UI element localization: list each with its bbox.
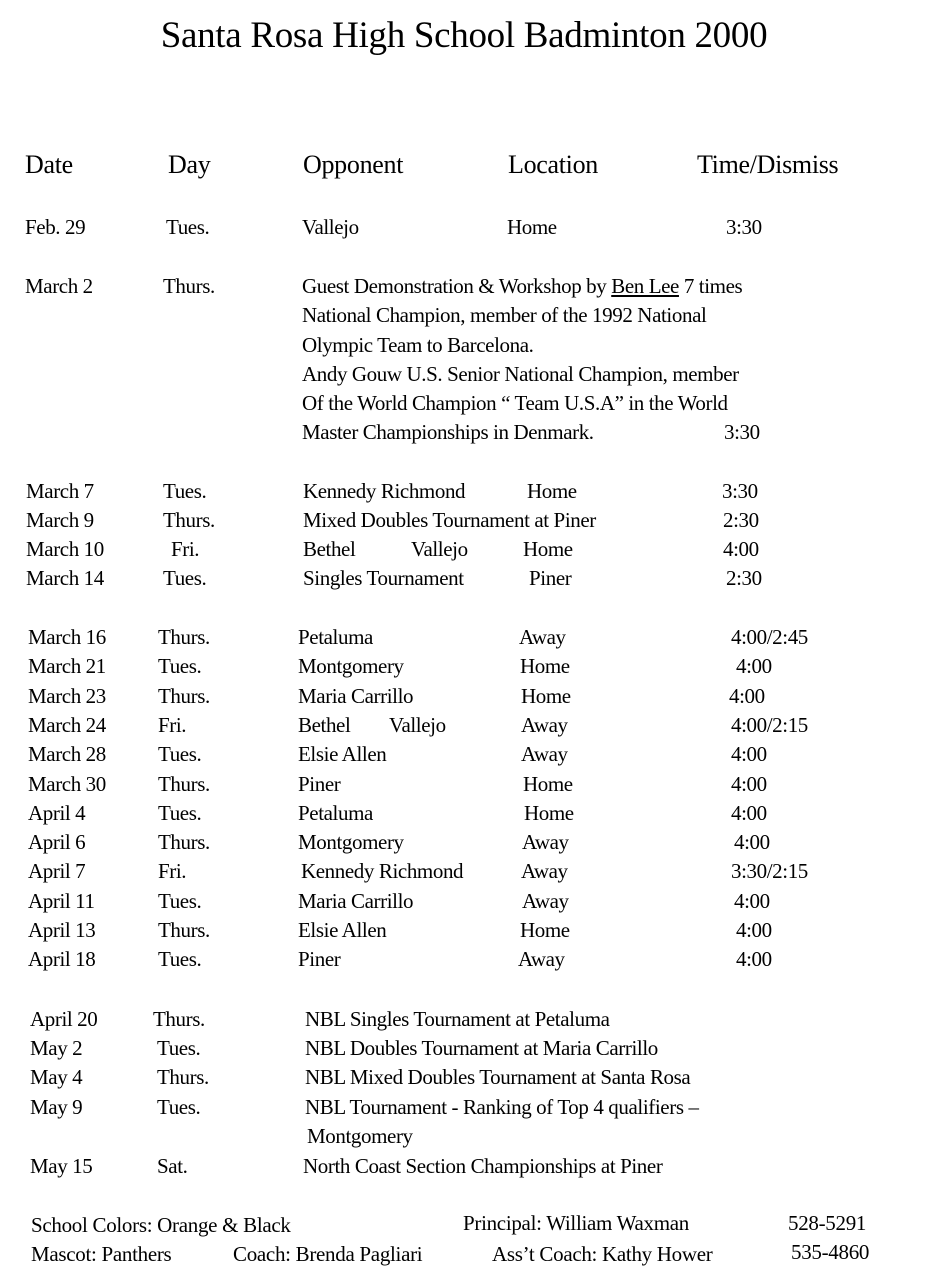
row-date: April 13 (28, 918, 96, 942)
principal: Principal: William Waxman (463, 1211, 689, 1235)
row-time: 4:00 (734, 830, 770, 854)
row-location: Home (520, 918, 570, 942)
row-location: Away (521, 713, 568, 737)
coach: Coach: Brenda Pagliari (233, 1242, 423, 1266)
row-day: Thurs. (158, 684, 210, 708)
row-date: May 9 (30, 1095, 83, 1119)
row-day: Tues. (158, 654, 202, 678)
row-opponent: Elsie Allen (298, 918, 387, 942)
row-location: Home (527, 479, 577, 503)
row-day: Thurs. (158, 830, 210, 854)
row-opponent-2: Vallejo (389, 713, 446, 737)
row-time: 4:00 (736, 918, 772, 942)
demo-line-4: Andy Gouw U.S. Senior National Champion, member (302, 361, 739, 386)
demo-line-1: Guest Demonstration & Workshop by Ben Lee 7 times (302, 274, 743, 298)
row-day: Thurs. (163, 274, 215, 298)
row-date: April 6 (28, 830, 86, 854)
row-date: April 18 (28, 947, 96, 971)
schedule-row (0, 916, 928, 945)
row-date: March 16 (28, 625, 106, 649)
header-date: Date (25, 150, 73, 179)
row-date: March 21 (28, 654, 106, 678)
header-opponent: Opponent (303, 150, 404, 179)
mascot: Mascot: Panthers (31, 1242, 172, 1266)
row-time: 4:00 (734, 889, 770, 913)
row-opponent: Piner (298, 772, 341, 796)
row-date: March 23 (28, 684, 106, 708)
row-date: March 28 (28, 742, 106, 766)
schedule-row (0, 506, 928, 535)
principal-phone: 528-5291 (788, 1211, 867, 1235)
row-date: April 4 (28, 801, 86, 825)
demo-line-6: Master Championships in Denmark. (302, 420, 594, 445)
schedule-row (0, 711, 928, 740)
row-day: Tues. (163, 566, 207, 590)
row-date: Feb. 29 (25, 215, 86, 239)
demo-line-5: Of the World Champion “ Team U.S.A” in the World (302, 391, 728, 416)
row-date: March 30 (28, 772, 106, 796)
row-location: Home (507, 215, 557, 239)
row-day: Tues. (158, 801, 202, 825)
row-time: 4:00 (731, 801, 767, 825)
schedule-row (0, 887, 928, 916)
row-opponent: Petaluma (298, 801, 373, 825)
row-location: Home (523, 772, 573, 796)
schedule-row (0, 857, 928, 886)
row-day: Tues. (158, 889, 202, 913)
row-location: Away (521, 859, 568, 883)
row-day: Tues. (158, 947, 202, 971)
row-location: Away (521, 742, 568, 766)
demo-line-3: Olympic Team to Barcelona. (302, 332, 534, 357)
row-time: 4:00 (736, 947, 772, 971)
tournament-row (0, 1034, 928, 1063)
row-date: May 15 (30, 1154, 93, 1178)
row-event: North Coast Section Championships at Piner (303, 1154, 663, 1178)
row-location: Away (522, 830, 569, 854)
row-location: Away (518, 947, 565, 971)
tournament-row (0, 1005, 928, 1034)
row-event: NBL Doubles Tournament at Maria Carrillo (305, 1036, 658, 1060)
row-date: May 2 (30, 1036, 83, 1060)
row-time: 4:00/2:45 (731, 625, 808, 649)
row-date: April 7 (28, 859, 86, 883)
row-location: Away (519, 625, 566, 649)
row-time: 3:30/2:15 (731, 859, 808, 883)
row-day: Tues. (163, 479, 207, 503)
row-opponent: Singles Tournament (303, 566, 464, 590)
schedule-row (0, 477, 928, 506)
row-time: 4:00 (731, 742, 767, 766)
row-opponent: Mixed Doubles Tournament at Piner (303, 508, 596, 532)
schedule-row (0, 535, 928, 564)
row-time: 4:00 (723, 537, 759, 561)
header-day: Day (168, 150, 211, 179)
row-time: 4:00 (729, 684, 765, 708)
assistant-coach: Ass’t Coach: Kathy Hower (492, 1242, 713, 1266)
row-day: Thurs. (157, 1065, 209, 1089)
row-date: March 2 (25, 274, 93, 298)
row-date: March 9 (26, 508, 94, 532)
row-opponent: Vallejo (302, 215, 359, 239)
schedule-row (0, 828, 928, 857)
schedule-row (0, 652, 928, 681)
row-time: 2:30 (726, 566, 762, 590)
tournament-row (0, 1152, 928, 1181)
row-day: Thurs. (158, 625, 210, 649)
row-opponent: Montgomery (298, 654, 404, 678)
schedule-row (0, 564, 928, 593)
row-event: NBL Tournament - Ranking of Top 4 qualifiers – (305, 1095, 699, 1119)
row-location: Home (520, 654, 570, 678)
schedule-row (0, 682, 928, 711)
tournament-row (0, 1093, 928, 1151)
row-day: Thurs. (158, 918, 210, 942)
row-date: March 7 (26, 479, 94, 503)
row-location: Away (522, 889, 569, 913)
row-location: Piner (529, 566, 572, 590)
row-opponent: Kennedy Richmond (303, 479, 466, 503)
row-time: 2:30 (723, 508, 759, 532)
row-opponent: Montgomery (298, 830, 404, 854)
row-day: Fri. (158, 713, 187, 737)
row-location: Home (524, 801, 574, 825)
row-event-continued: Montgomery (307, 1124, 413, 1148)
schedule-row (0, 623, 928, 652)
row-opponent: Elsie Allen (298, 742, 387, 766)
row-time: 4:00 (731, 772, 767, 796)
demo-description (302, 272, 742, 448)
demo-time: 3:30 (724, 420, 760, 444)
row-day: Tues. (157, 1036, 201, 1060)
row-opponent: Kennedy Richmond (301, 859, 464, 883)
row-date: March 24 (28, 713, 106, 737)
row-date: March 14 (26, 566, 104, 590)
row-opponent: Piner (298, 947, 341, 971)
row-opponent: Bethel (298, 713, 351, 737)
row-location: Home (521, 684, 571, 708)
row-date: March 10 (26, 537, 104, 561)
row-event: NBL Mixed Doubles Tournament at Santa Rosa (305, 1065, 691, 1089)
row-day: Thurs. (153, 1007, 205, 1031)
row-opponent-2: Vallejo (411, 537, 468, 561)
row-date: May 4 (30, 1065, 83, 1089)
row-time: 3:30 (726, 215, 762, 239)
row-day: Fri. (171, 537, 200, 561)
page-title: Santa Rosa High School Badminton 2000 (160, 15, 768, 56)
row-opponent: Maria Carrillo (298, 684, 414, 708)
row-day: Sat. (157, 1154, 188, 1178)
row-time: 3:30 (722, 479, 758, 503)
row-location: Home (523, 537, 573, 561)
demo-line-2: National Champion, member of the 1992 National (302, 303, 707, 328)
school-colors: School Colors: Orange & Black (31, 1213, 291, 1237)
row-time: 4:00 (736, 654, 772, 678)
row-date: April 11 (28, 889, 95, 913)
row-opponent: Maria Carrillo (298, 889, 414, 913)
schedule-row (0, 945, 928, 974)
guest-name: Ben Lee (611, 274, 679, 298)
row-event: NBL Singles Tournament at Petaluma (305, 1007, 610, 1031)
header-time: Time/Dismiss (697, 150, 839, 179)
schedule-row (0, 770, 928, 799)
row-day: Tues. (157, 1095, 201, 1119)
schedule-row (0, 740, 928, 769)
schedule-row (0, 213, 928, 242)
schedule-row (0, 799, 928, 828)
row-day: Thurs. (163, 508, 215, 532)
row-day: Thurs. (158, 772, 210, 796)
row-day: Fri. (158, 859, 187, 883)
row-date: April 20 (30, 1007, 98, 1031)
row-time: 4:00/2:15 (731, 713, 808, 737)
row-day: Tues. (158, 742, 202, 766)
tournament-row (0, 1063, 928, 1092)
header-location: Location (508, 150, 599, 179)
row-opponent: Petaluma (298, 625, 373, 649)
assistant-coach-phone: 535-4860 (791, 1240, 870, 1264)
row-day: Tues. (166, 215, 210, 239)
row-opponent: Bethel (303, 537, 356, 561)
